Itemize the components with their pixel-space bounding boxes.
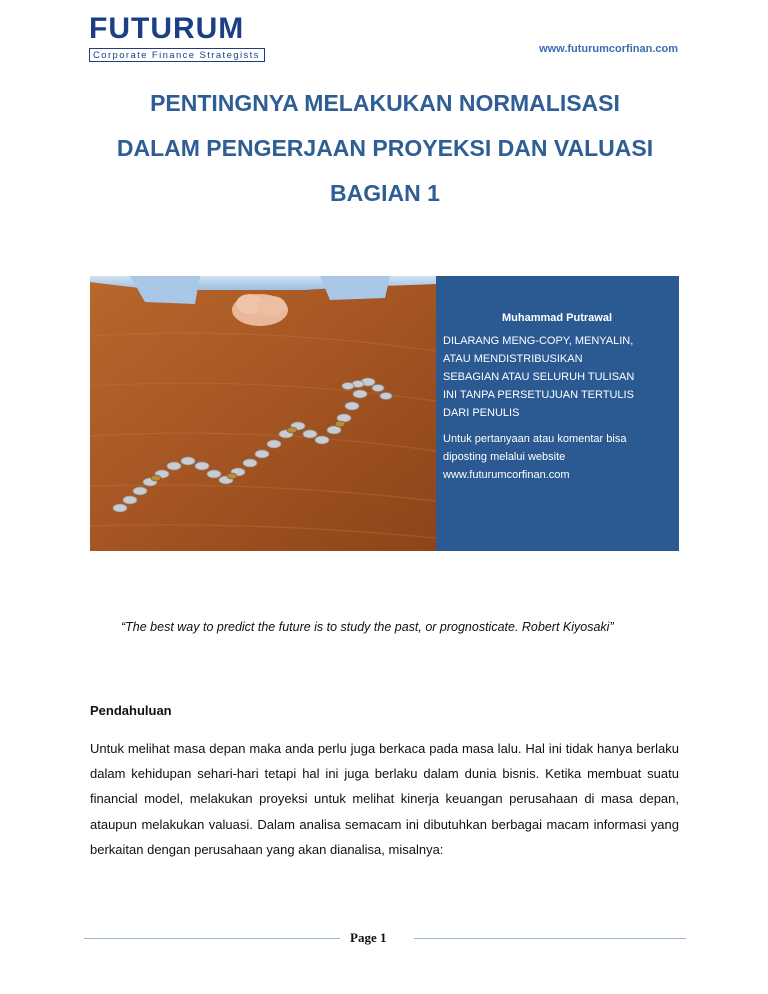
- author-info-panel: [436, 276, 679, 551]
- copyright-line: SEBAGIAN ATAU SELURUH TULISAN: [443, 371, 635, 383]
- copyright-line: DARI PENULIS: [443, 407, 520, 419]
- section-heading: Pendahuluan: [90, 703, 172, 718]
- contact-info: [443, 430, 671, 484]
- contact-line: Untuk pertanyaan atau komentar bisa: [443, 433, 627, 445]
- futurum-logo: [89, 12, 267, 61]
- hero-banner: [90, 276, 679, 551]
- author-name: Muhammad Putrawal: [501, 312, 613, 324]
- coins-growth-photo: [90, 276, 436, 551]
- header-website-link[interactable]: www.futurumcorfinan.com: [539, 43, 678, 55]
- logo-wordmark: FUTURUM: [89, 12, 245, 45]
- kiyosaki-quote: “The best way to predict the future is to study the past, or prognosticate. Robert Kiyosaki”: [121, 620, 614, 634]
- title-line-1: PENTINGNYA MELAKUKAN NORMALISASI: [150, 90, 620, 116]
- footer-divider-left: [84, 938, 340, 939]
- intro-paragraph: Untuk melihat masa depan maka anda perlu juga berkaca pada masa lalu. Hal ini tidak hanya berlaku dalam kehidupan sehari-hari tetapi hal ini juga berlaku dalam dunia bisnis. Ketika membuat suatu financial model, melakukan proyeksi untuk melihat kinerja keuangan perusahaan di masa depan, ataupun melakukan valuasi. Dalam analisa semacam ini dibutuhkan berbagai macam informasi yang berkaitan dengan perusahaan yang akan dianalisa, misalnya:: [90, 741, 679, 857]
- contact-website-link[interactable]: www.futurumcorfinan.com: [443, 469, 570, 481]
- title-line-2: DALAM PENGERJAAN PROYEKSI DAN VALUASI: [116, 135, 654, 161]
- copyright-notice: [443, 332, 671, 422]
- footer-divider-right: [414, 938, 686, 939]
- contact-line: diposting melalui website: [443, 451, 566, 463]
- copyright-line: ATAU MENDISTRIBUSIKAN: [443, 353, 583, 365]
- copyright-line: INI TANPA PERSETUJUAN TERTULIS: [443, 389, 634, 401]
- copyright-line: DILARANG MENG-COPY, MENYALIN,: [443, 335, 634, 347]
- title-line-3: BAGIAN 1: [330, 180, 440, 206]
- page-number: Page 1: [350, 930, 387, 945]
- logo-tagline: Corporate Finance Strategists: [89, 48, 265, 62]
